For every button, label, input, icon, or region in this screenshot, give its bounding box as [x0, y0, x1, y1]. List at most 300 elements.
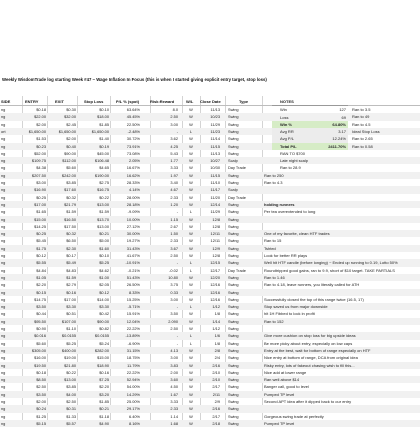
cell-entry[interactable]: $0.18 [36, 107, 46, 112]
cell-exit[interactable]: $0.30 [66, 107, 76, 112]
cell-pl[interactable]: 10.00% [126, 216, 140, 222]
cell-side[interactable]: ng [1, 158, 6, 164]
cell-stop[interactable]: $0.21 [99, 406, 109, 412]
cell-date[interactable]: 11/17 [210, 187, 220, 193]
table-row[interactable] [0, 391, 420, 398]
column-header-pl[interactable]: P/L % (spot) [116, 99, 140, 104]
cell-stop[interactable]: $0.19 [99, 143, 109, 149]
cell-stop[interactable]: $0.22 [99, 194, 109, 200]
cell-stop[interactable]: $5.00 [99, 238, 109, 244]
cell-type[interactable]: Swing [228, 282, 239, 288]
note-cell[interactable]: Per tea overextended to long [264, 209, 316, 215]
cell-wl[interactable]: W [189, 187, 193, 193]
cell-wl[interactable]: L [189, 304, 193, 310]
cell-stop[interactable]: $282.00 [94, 347, 109, 353]
cell-side[interactable]: ng [1, 194, 6, 200]
cell-rr[interactable]: - [176, 260, 178, 266]
cell-type[interactable]: Swing [228, 355, 239, 361]
cell-stop[interactable]: $1.40 [99, 136, 109, 142]
table-row[interactable] [0, 186, 420, 193]
cell-stop[interactable]: $16.75 [97, 187, 109, 193]
cell-side[interactable]: ng [1, 165, 6, 171]
cell-side[interactable]: ng [1, 369, 6, 375]
cell-pl[interactable]: 15.25% [126, 296, 140, 302]
cell-entry[interactable]: $0.12 [36, 253, 46, 258]
cell-rr[interactable]: 2.50 [170, 326, 178, 331]
cell-rr[interactable]: 3.33 [170, 399, 178, 404]
column-header-close-date[interactable]: Close Date [200, 99, 221, 104]
cell-entry[interactable]: $3.00 [36, 180, 46, 185]
cell-entry[interactable]: $17.00 [34, 201, 46, 207]
cell-type[interactable]: Swing [228, 296, 239, 302]
note-cell[interactable]: Ran to 15 [264, 238, 282, 244]
cell-type[interactable]: Swing [228, 201, 239, 207]
cell-stop[interactable]: $1.85 [99, 121, 109, 127]
cell-entry[interactable]: $4.38 [36, 165, 46, 171]
cell-wl[interactable]: W [189, 347, 193, 353]
cell-stop[interactable]: $18.90 [97, 362, 109, 368]
note-cell[interactable]: Roundtripped good gains, ran to 9.9, short of $10 target. TAKE PARTIALS [264, 267, 395, 273]
cell-rr[interactable]: 2.090 [168, 318, 178, 324]
cell-stop[interactable]: $0.10 [99, 253, 109, 258]
table-row[interactable] [0, 420, 420, 427]
cell-rr[interactable]: 2.67 [170, 223, 178, 229]
cell-date[interactable]: 11/13 [210, 150, 220, 156]
cell-date[interactable]: 1/12 [212, 304, 220, 310]
cell-date[interactable]: 12/16 [210, 282, 220, 288]
cell-date[interactable]: 12/11 [210, 231, 220, 237]
table-row[interactable] [0, 340, 420, 347]
cell-wl[interactable]: W [189, 274, 193, 280]
cell-wl[interactable]: W [189, 231, 193, 237]
cell-date[interactable]: 2/10 [212, 377, 220, 383]
cell-side[interactable]: ng [1, 311, 6, 317]
cell-pl[interactable]: 19.27% [126, 238, 140, 244]
cell-pl[interactable]: 11.79% [127, 362, 140, 368]
note-cell[interactable]: Tshted [264, 245, 276, 251]
cell-rr[interactable]: - [176, 304, 178, 310]
cell-pl[interactable]: 31.15% [126, 347, 140, 353]
cell-exit[interactable]: $4.83 [66, 267, 76, 273]
table-row[interactable] [0, 194, 420, 201]
cell-type[interactable]: Swing [228, 377, 239, 383]
cell-date[interactable]: 11/15 [210, 143, 220, 149]
cell-stop[interactable]: $3.30 [99, 304, 109, 310]
cell-exit[interactable]: $0.16 [66, 289, 76, 295]
column-header-side[interactable]: SIDE [1, 99, 11, 104]
table-row[interactable] [0, 310, 420, 317]
cell-pl[interactable]: -5.71% [127, 304, 140, 310]
cell-stop[interactable]: $0.0155 [94, 333, 109, 339]
note-cell[interactable]: Ran to 250 [264, 172, 284, 178]
cell-type[interactable]: Swing [228, 369, 239, 375]
cell-rr[interactable]: 8.0 [172, 107, 178, 112]
cell-exit[interactable]: $5.25 [66, 340, 76, 346]
cell-exit[interactable]: $0.32 [66, 194, 76, 200]
cell-entry[interactable]: $0.016 [34, 333, 46, 339]
cell-exit[interactable]: $0.31 [66, 406, 76, 412]
cell-rr[interactable]: 0.33 [170, 289, 178, 295]
note-cell[interactable]: Late night scalp [280, 158, 309, 164]
cell-pl[interactable]: 29.17% [126, 406, 140, 412]
cell-date[interactable]: 12/15 [210, 260, 220, 266]
cell-pl[interactable]: -13.89% [125, 333, 140, 339]
cell-pl[interactable]: -0.21% [127, 267, 140, 273]
cell-entry[interactable]: $1.05 [36, 274, 46, 280]
cell-exit[interactable]: $242.00 [61, 172, 76, 178]
cell-exit[interactable]: $17.60 [64, 187, 76, 193]
cell-entry[interactable]: $16.90 [34, 187, 46, 193]
cell-type[interactable]: Swing [228, 274, 239, 280]
cell-wl[interactable]: L [189, 209, 193, 215]
cell-entry[interactable]: $16.00 [34, 355, 46, 361]
cell-rr[interactable]: 4.50 [170, 384, 178, 390]
cell-pl[interactable]: 22.22% [126, 326, 140, 331]
cell-type[interactable]: Swing [228, 180, 239, 185]
cell-entry[interactable]: $3.50 [36, 304, 46, 310]
cell-stop[interactable]: $5.25 [99, 260, 109, 266]
cell-type[interactable]: Swing [228, 172, 239, 178]
cell-stop[interactable]: $4.62 [99, 267, 109, 273]
cell-side[interactable]: ng [1, 406, 6, 412]
note-cell[interactable]: Ran to 152 [264, 318, 284, 324]
cell-rr[interactable]: 10.80 [168, 274, 178, 280]
cell-rr[interactable]: 1.67 [170, 391, 178, 397]
table-row[interactable] [0, 362, 420, 369]
column-header-exit[interactable]: EXIT [55, 99, 64, 104]
cell-rr[interactable]: 1.20 [170, 201, 178, 207]
cell-type[interactable]: Swing [228, 143, 239, 149]
cell-date[interactable]: 12/8 [212, 253, 220, 258]
cell-side[interactable]: ng [1, 333, 6, 339]
cell-exit[interactable]: $5.57 [66, 420, 76, 426]
cell-entry[interactable]: $0.23 [36, 143, 46, 149]
cell-exit[interactable]: $21.80 [64, 362, 76, 368]
cell-side[interactable]: ng [1, 420, 6, 426]
cell-exit[interactable]: $1.59 [66, 274, 76, 280]
cell-rr[interactable]: 3.60 [170, 377, 178, 383]
cell-side[interactable]: ng [1, 253, 6, 258]
cell-type[interactable]: Swing [228, 150, 239, 156]
cell-wl[interactable]: L [189, 128, 193, 134]
cell-exit[interactable]: $2.30 [66, 245, 76, 251]
cell-stop[interactable]: $5.24 [99, 340, 109, 346]
cell-rr[interactable]: 3.40 [170, 180, 178, 185]
note-cell[interactable]: Ideal Stop Loss [352, 128, 380, 134]
cell-exit[interactable]: $3.85 [66, 180, 76, 185]
cell-entry[interactable]: $1,650.00 [28, 128, 46, 134]
cell-pl[interactable]: -2.48% [127, 128, 140, 134]
cell-entry[interactable]: $0.44 [36, 311, 46, 317]
table-row[interactable] [0, 332, 420, 339]
cell-side[interactable]: ng [1, 201, 6, 207]
cell-side[interactable]: ng [1, 326, 6, 331]
cell-type[interactable]: Swing [228, 391, 239, 397]
cell-pl[interactable]: 51.43% [126, 274, 140, 280]
table-row[interactable] [0, 172, 420, 179]
cell-date[interactable]: 2/11 [212, 391, 220, 397]
cell-pl[interactable]: -6.90% [127, 340, 140, 346]
cell-pl[interactable]: 22.22% [126, 369, 140, 375]
note-cell[interactable]: Nice add at lower range [264, 369, 307, 375]
cell-type[interactable]: Swing [228, 333, 239, 339]
cell-date[interactable]: 2/10 [212, 369, 220, 375]
cell-side[interactable]: ng [1, 399, 6, 404]
table-row[interactable] [0, 201, 420, 208]
cell-rr[interactable]: - [176, 209, 178, 215]
cell-wl[interactable]: W [189, 399, 193, 404]
cell-stop[interactable]: $0.10 [99, 107, 109, 112]
cell-side[interactable]: ng [1, 136, 6, 142]
cell-date[interactable]: 11/13 [210, 107, 220, 112]
cell-stop[interactable]: $0.82 [99, 326, 109, 331]
cell-exit[interactable]: $0.40 [66, 143, 76, 149]
table-row[interactable] [0, 150, 420, 157]
cell-stop[interactable]: $106.48 [94, 158, 109, 164]
table-row[interactable] [0, 223, 420, 230]
cell-wl[interactable]: W [189, 406, 193, 412]
cell-exit[interactable]: $0.22 [66, 369, 76, 375]
cell-stop[interactable]: $2.05 [99, 282, 109, 288]
cell-pl[interactable]: 31.43% [126, 245, 140, 251]
cell-exit[interactable]: $16.50 [64, 216, 76, 222]
cell-wl[interactable]: W [189, 384, 193, 390]
cell-exit[interactable]: $1.59 [66, 209, 76, 215]
cell-date[interactable]: 10/27 [210, 158, 220, 164]
cell-side[interactable]: ng [1, 114, 6, 120]
cell-wl[interactable]: L [189, 340, 193, 346]
note-cell[interactable]: holding runners [264, 201, 295, 207]
cell-wl[interactable]: L [189, 333, 193, 339]
cell-rr[interactable]: 2.33 [170, 238, 178, 244]
cell-entry[interactable]: $14.75 [34, 296, 46, 302]
cell-pl[interactable]: 73.08% [126, 150, 140, 156]
cell-wl[interactable]: W [189, 150, 193, 156]
cell-type[interactable]: Swing [228, 384, 239, 390]
cell-rr[interactable]: 1.50 [170, 231, 178, 237]
cell-stop[interactable]: $7.25 [99, 377, 109, 383]
note-cell[interactable]: Give more cushion on stop loss for big upside ideas [264, 333, 356, 339]
note-cell[interactable]: Ran to 49 [352, 114, 370, 120]
cell-exit[interactable]: $2.50 [66, 399, 76, 404]
note-cell[interactable]: Gorgeous swing trade at perfectly [264, 413, 324, 419]
cell-wl[interactable]: W [189, 172, 193, 178]
cell-exit[interactable]: $0.32 [66, 231, 76, 237]
table-row[interactable] [0, 237, 420, 244]
table-row[interactable] [0, 318, 420, 325]
cell-pl[interactable]: 30.72% [126, 136, 140, 142]
cell-stop[interactable]: $13.70 [97, 216, 109, 222]
cell-date[interactable]: 11/29 [210, 209, 220, 215]
column-header-stop-loss[interactable]: Stop Loss [84, 99, 104, 104]
cell-pl[interactable]: 15.91% [126, 311, 140, 317]
cell-wl[interactable]: W [189, 180, 193, 185]
note-cell[interactable]: Ran to 0.58 [352, 143, 373, 149]
cell-date[interactable]: 2/4 [214, 355, 220, 361]
cell-side[interactable]: ng [1, 231, 6, 237]
cell-entry[interactable]: $2.00 [36, 121, 46, 127]
note-cell[interactable]: RAN TO $700 [280, 150, 305, 156]
cell-pl[interactable]: 2.05% [128, 158, 140, 164]
cell-type[interactable]: Swing [228, 114, 239, 120]
cell-entry[interactable]: $1.25 [36, 413, 46, 419]
cell-type[interactable]: Swing [228, 231, 239, 237]
column-header-risk-reward[interactable]: Risk:Reward [150, 99, 175, 104]
cell-pl[interactable]: 6.40% [128, 413, 140, 419]
cell-exit[interactable]: $0.0155 [61, 333, 76, 339]
cell-entry[interactable]: $0.18 [36, 369, 46, 375]
cell-type[interactable]: Scalp [228, 158, 238, 164]
cell-pl[interactable]: 18.75% [126, 355, 140, 361]
cell-wl[interactable]: W [189, 355, 193, 361]
cell-pl[interactable]: 4.14% [128, 187, 140, 193]
cell-type[interactable]: Day Trade [228, 194, 246, 200]
cell-type[interactable]: Swing [228, 121, 239, 127]
table-row[interactable] [0, 164, 420, 171]
cell-wl[interactable]: W [189, 377, 193, 383]
note-cell[interactable]: Ran to 2.65 [352, 136, 373, 142]
cell-side[interactable]: ng [1, 143, 6, 149]
cell-wl[interactable]: W [189, 289, 193, 295]
cell-exit[interactable]: $3.30 [66, 304, 76, 310]
note-cell[interactable]: Ran to 4.18, leave runners, you literally called for ATH [264, 282, 360, 288]
cell-side[interactable]: ng [1, 274, 6, 280]
note-cell[interactable]: Be more picky about entry, especially on low caps [264, 340, 353, 346]
cell-side[interactable]: ng [1, 150, 6, 156]
cell-type[interactable]: Day Trade [228, 165, 246, 171]
note-cell[interactable]: Banger call, good to level [264, 384, 309, 390]
cell-pl[interactable]: 25.00% [126, 399, 140, 404]
cell-entry[interactable]: $5.15 [36, 420, 46, 426]
cell-type[interactable]: Swing [228, 223, 239, 229]
cell-side[interactable]: ng [1, 107, 6, 112]
cell-date[interactable]: 1/6 [214, 333, 220, 339]
cell-stop[interactable]: $0.21 [99, 231, 109, 237]
note-cell[interactable]: Entry at the best, wait for bottom of range especially on HTF [264, 347, 371, 353]
cell-pl[interactable]: 28.00% [126, 194, 140, 200]
note-cell[interactable]: Ran to 1.46 [264, 274, 285, 280]
cell-type[interactable]: Swing [228, 420, 239, 426]
note-cell[interactable]: Successfully closed the top of this range twice (16.5, 17) [264, 296, 364, 302]
cell-entry[interactable]: $5.55 [36, 260, 46, 266]
cell-stop[interactable]: $14.00 [97, 296, 109, 302]
cell-date[interactable]: 1/14 [212, 318, 220, 324]
cell-date[interactable]: 12/16 [210, 296, 220, 302]
table-row[interactable] [0, 179, 420, 186]
cell-rr[interactable]: 3.00 [170, 355, 178, 361]
cell-pl[interactable]: 41.67% [126, 253, 140, 258]
cell-date[interactable]: 12/17 [210, 267, 220, 273]
table-row[interactable] [0, 413, 420, 420]
table-row[interactable] [0, 398, 420, 405]
cell-rr[interactable]: 2.33 [170, 194, 178, 200]
table-row[interactable] [0, 230, 420, 237]
note-cell[interactable]: Pumped TP level [264, 420, 295, 426]
cell-wl[interactable]: W [189, 245, 193, 251]
cell-side[interactable]: ng [1, 260, 6, 266]
cell-entry[interactable]: $19.50 [34, 362, 46, 368]
cell-rr[interactable]: 1.68 [170, 420, 178, 426]
cell-rr[interactable]: 3.67 [170, 245, 178, 251]
cell-stop[interactable]: $1.59 [99, 209, 109, 215]
cell-wl[interactable]: W [189, 413, 193, 419]
cell-exit[interactable]: $19.00 [64, 355, 76, 361]
note-cell[interactable]: hit 1H Fibbed to lock in profit [264, 311, 315, 317]
cell-side[interactable]: ng [1, 384, 6, 390]
cell-exit[interactable]: $2.79 [66, 282, 76, 288]
cell-stop[interactable]: $13.00 [97, 201, 109, 207]
cell-date[interactable]: 11/20 [210, 194, 220, 200]
cell-exit[interactable]: $90.00 [64, 150, 76, 156]
note-cell[interactable]: Ran to 4.3 [264, 180, 283, 185]
table-row[interactable] [0, 245, 420, 252]
cell-side[interactable]: ng [1, 180, 6, 185]
cell-entry[interactable]: $14.25 [34, 223, 46, 229]
cell-date[interactable]: 2/8 [214, 347, 220, 353]
cell-rr[interactable]: 3.83 [170, 362, 178, 368]
cell-exit[interactable]: $0.51 [66, 311, 76, 317]
cell-side[interactable]: ng [1, 296, 6, 302]
cell-stop[interactable]: $45.00 [97, 150, 109, 156]
cell-date[interactable]: 2/17 [212, 413, 220, 419]
cell-entry[interactable]: $22.00 [34, 114, 46, 120]
cell-type[interactable]: Swing [228, 209, 239, 215]
cell-type[interactable]: Swing [228, 347, 239, 353]
cell-exit[interactable]: $6.50 [66, 238, 76, 244]
cell-wl[interactable]: W [189, 158, 193, 164]
cell-rr[interactable]: - [176, 340, 178, 346]
table-row[interactable] [0, 325, 420, 332]
cell-date[interactable]: 2/17 [212, 384, 220, 390]
cell-date[interactable]: 12/8 [212, 223, 220, 229]
cell-rr[interactable]: 4.13 [170, 347, 178, 353]
table-row[interactable] [0, 383, 420, 390]
cell-date[interactable]: 11/29 [210, 121, 220, 127]
cell-stop[interactable]: $1.85 [99, 399, 109, 404]
cell-wl[interactable]: W [189, 238, 193, 244]
cell-stop[interactable]: $1.60 [99, 245, 109, 251]
cell-entry[interactable]: $0.24 [36, 406, 46, 412]
cell-entry[interactable]: $4.84 [36, 267, 46, 273]
cell-wl[interactable]: W [189, 165, 193, 171]
cell-stop[interactable]: $2.20 [99, 384, 109, 390]
cell-pl[interactable]: 14.29% [126, 391, 140, 397]
cell-side[interactable]: ng [1, 282, 6, 288]
cell-rr[interactable]: 3.33 [170, 165, 178, 171]
cell-side[interactable]: ng [1, 289, 6, 295]
note-cell[interactable]: Ran to 3.5 [352, 107, 371, 112]
cell-wl[interactable]: W [189, 326, 193, 331]
cell-date[interactable]: 12/8 [212, 216, 220, 222]
table-row[interactable] [0, 376, 420, 383]
cell-pl[interactable]: 27.12% [126, 223, 140, 229]
note-cell[interactable]: Second APT idea after it dipped back to our entry [264, 399, 352, 404]
cell-rr[interactable]: 4.67 [170, 187, 178, 193]
cell-rr[interactable]: 2.33 [170, 406, 178, 412]
cell-stop[interactable]: $15.00 [97, 355, 109, 361]
cell-wl[interactable]: W [189, 107, 193, 112]
cell-pl[interactable]: 16.67% [126, 165, 140, 171]
cell-entry[interactable]: $1.53 [36, 136, 46, 142]
cell-stop[interactable]: $190.00 [94, 172, 109, 178]
cell-type[interactable]: Swing [228, 399, 239, 404]
cell-rr[interactable]: 5.43 [170, 150, 178, 156]
cell-rr[interactable]: 2.00 [170, 369, 178, 375]
cell-entry[interactable]: $305.00 [31, 347, 46, 353]
cell-rr[interactable]: 2.50 [170, 114, 178, 120]
cell-exit[interactable]: $1.33 [66, 413, 76, 419]
cell-type[interactable]: Swing [228, 362, 239, 368]
